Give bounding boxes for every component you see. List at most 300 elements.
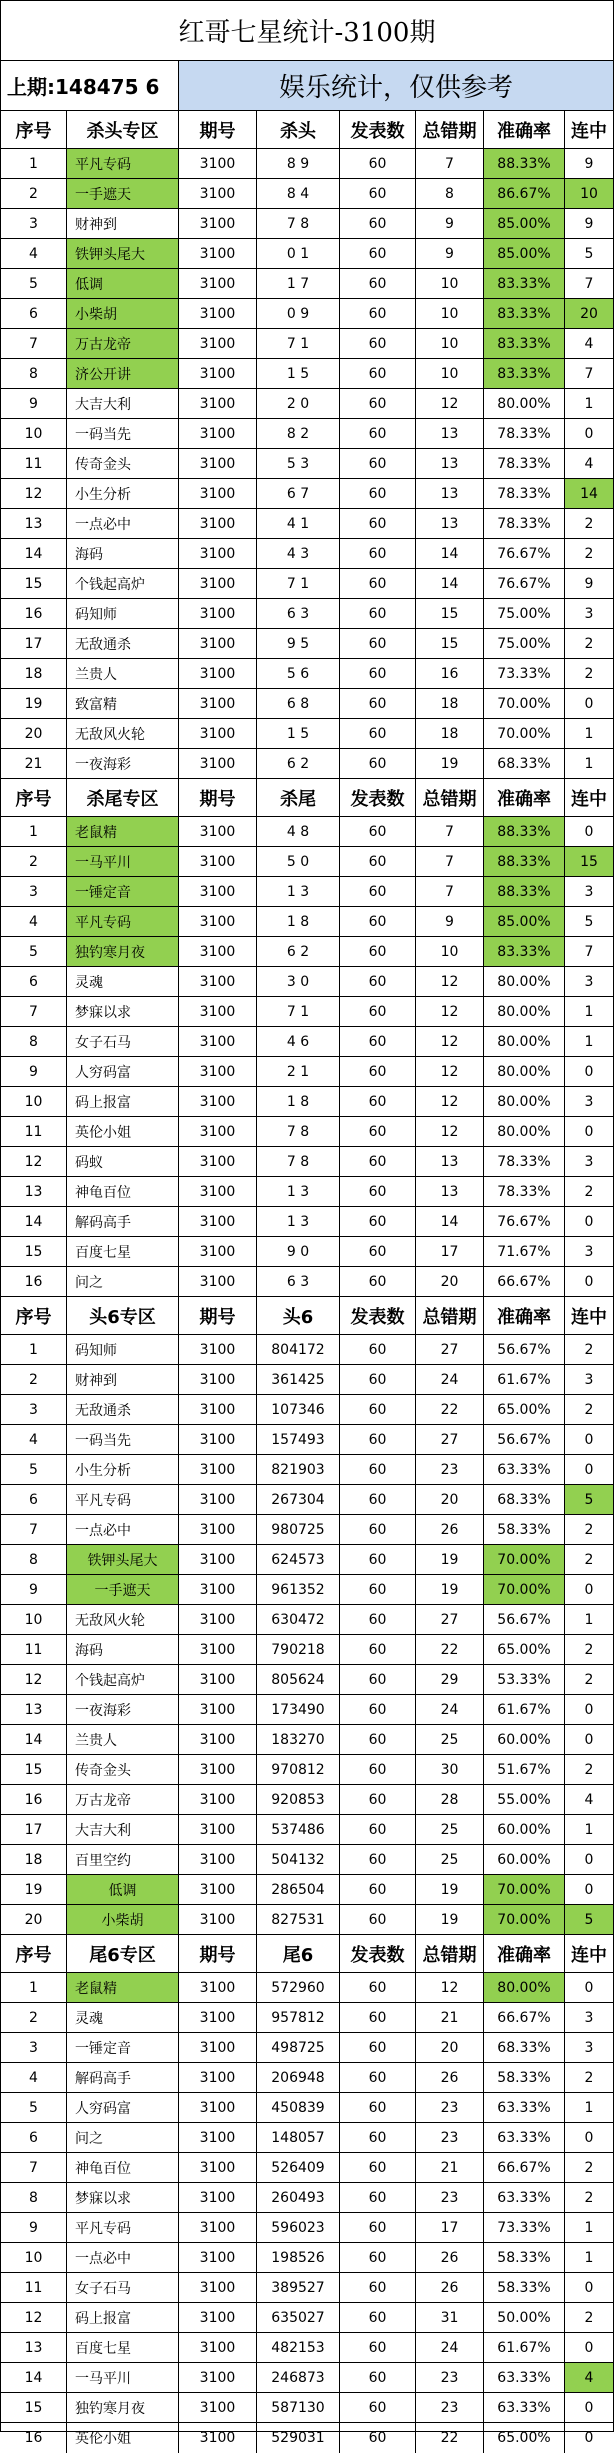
cell-name: 个钱起高炉	[67, 569, 179, 598]
cell-misses: 24	[416, 1695, 484, 1724]
cell-misses: 27	[416, 1335, 484, 1364]
cell-rank: 9	[1, 389, 67, 418]
cell-value: 630472	[257, 1605, 340, 1634]
cell-rank: 7	[1, 997, 67, 1026]
cell-misses: 7	[416, 149, 484, 178]
cell-accuracy: 80.00%	[484, 1057, 565, 1086]
cell-rank: 6	[1, 1485, 67, 1514]
table-row	[1, 1665, 613, 1695]
cell-rank: 6	[1, 299, 67, 328]
cell-misses: 12	[416, 1973, 484, 2002]
cell-accuracy: 65.00%	[484, 1635, 565, 1664]
cell-streak: 0	[584, 1123, 594, 1140]
cell-accuracy: 66.67%	[484, 1267, 565, 1296]
cell-rank: 3	[1, 209, 67, 238]
cell-streak: 5	[565, 1485, 613, 1514]
column-header-misses: 总错期	[416, 111, 484, 148]
column-header-issue: 期号	[179, 779, 257, 816]
cell-rank: 15	[1, 1237, 67, 1266]
cell-posts: 60	[340, 149, 416, 178]
cell-accuracy: 75.00%	[484, 599, 565, 628]
table-row	[1, 1087, 613, 1117]
cell-issue: 3100	[179, 1267, 257, 1296]
cell-misses: 16	[416, 659, 484, 688]
cell-posts: 60	[340, 877, 416, 906]
cell-posts: 60	[340, 449, 416, 478]
table-row	[1, 1117, 613, 1147]
cell-issue: 3100	[179, 1237, 257, 1266]
cell-name: 致富精	[67, 689, 179, 718]
cell-misses: 20	[416, 1485, 484, 1514]
table-row	[1, 2033, 613, 2063]
cell-rank: 12	[1, 479, 67, 508]
column-header-streak: 连中	[571, 1306, 607, 1328]
table-row	[1, 1237, 613, 1267]
cell-accuracy: 60.00%	[484, 1725, 565, 1754]
table-row	[1, 997, 613, 1027]
cell-value: 537486	[257, 1815, 340, 1844]
column-header-name: 杀头专区	[67, 111, 179, 148]
cell-posts: 60	[340, 2063, 416, 2092]
cell-rank: 17	[1, 1815, 67, 1844]
cell-posts: 60	[340, 2333, 416, 2362]
table-row	[1, 1815, 613, 1845]
cell-value: 5 3	[257, 449, 340, 478]
cell-misses: 25	[416, 1725, 484, 1754]
cell-posts: 60	[340, 1177, 416, 1206]
cell-accuracy: 61.67%	[484, 2333, 565, 2362]
cell-posts: 60	[340, 1267, 416, 1296]
cell-accuracy: 50.00%	[484, 2303, 565, 2332]
cell-value: 529031	[257, 2423, 340, 2453]
cell-issue: 3100	[179, 1545, 257, 1574]
cell-rank: 4	[1, 1425, 67, 1454]
cell-rank: 2	[1, 2003, 67, 2032]
cell-rank: 11	[1, 449, 67, 478]
cell-issue: 3100	[179, 149, 257, 178]
table-row	[1, 2093, 613, 2123]
column-header-accuracy: 准确率	[484, 1297, 565, 1334]
cell-name: 大吉大利	[67, 389, 179, 418]
cell-issue: 3100	[179, 2243, 257, 2272]
cell-streak: 0	[584, 1701, 594, 1718]
cell-misses: 21	[416, 2153, 484, 2182]
cell-posts: 60	[340, 2303, 416, 2332]
cell-posts: 60	[340, 847, 416, 876]
table-row	[1, 2183, 613, 2213]
cell-issue: 3100	[179, 1785, 257, 1814]
cell-posts: 60	[340, 479, 416, 508]
cell-posts: 60	[340, 1755, 416, 1784]
cell-misses: 22	[416, 2423, 484, 2453]
cell-accuracy: 80.00%	[484, 997, 565, 1026]
column-header-name: 头6专区	[67, 1297, 179, 1334]
cell-value: 0 9	[257, 299, 340, 328]
cell-accuracy: 88.33%	[484, 877, 565, 906]
cell-streak: 2	[584, 2189, 594, 2206]
cell-streak: 5	[584, 913, 594, 930]
column-header-rank: 序号	[1, 111, 67, 148]
cell-name: 灵魂	[67, 967, 179, 996]
cell-name: 解码高手	[67, 1207, 179, 1236]
cell-posts: 60	[340, 509, 416, 538]
cell-streak: 9	[584, 575, 594, 592]
cell-posts: 60	[340, 1905, 416, 1934]
cell-rank: 16	[1, 1267, 67, 1296]
cell-rank: 17	[1, 629, 67, 658]
cell-name: 人穷码富	[67, 2093, 179, 2122]
cell-rank: 16	[1, 1785, 67, 1814]
table-row	[1, 509, 613, 539]
cell-misses: 28	[416, 1785, 484, 1814]
cell-value: 7 8	[257, 1147, 340, 1176]
cell-streak: 9	[584, 155, 594, 172]
cell-streak: 0	[584, 1273, 594, 1290]
column-header-streak: 连中	[571, 1944, 607, 1966]
cell-posts: 60	[340, 1515, 416, 1544]
cell-rank: 15	[1, 2393, 67, 2422]
cell-name: 问之	[67, 1267, 179, 1296]
cell-misses: 23	[416, 1455, 484, 1484]
cell-streak: 2	[584, 1761, 594, 1778]
cell-posts: 60	[340, 2003, 416, 2032]
table-row	[1, 179, 613, 209]
cell-streak: 1	[584, 2219, 594, 2236]
cell-accuracy: 83.33%	[484, 359, 565, 388]
cell-value: 482153	[257, 2333, 340, 2362]
cell-issue: 3100	[179, 1335, 257, 1364]
cell-name: 一马平川	[67, 847, 179, 876]
cell-accuracy: 70.00%	[484, 1875, 565, 1904]
cell-posts: 60	[340, 1455, 416, 1484]
cell-streak: 3	[584, 1371, 594, 1388]
cell-value: 5 6	[257, 659, 340, 688]
table-row	[1, 539, 613, 569]
column-header-issue: 期号	[179, 111, 257, 148]
cell-name: 神龟百位	[67, 2153, 179, 2182]
cell-name: 无敌通杀	[67, 1395, 179, 1424]
table-row	[1, 329, 613, 359]
cell-rank: 4	[1, 907, 67, 936]
cell-posts: 60	[340, 359, 416, 388]
table-row	[1, 2003, 613, 2033]
cell-name: 人穷码富	[67, 1057, 179, 1086]
cell-misses: 9	[416, 239, 484, 268]
cell-rank: 2	[1, 847, 67, 876]
cell-streak: 2	[584, 2159, 594, 2176]
cell-streak: 20	[565, 299, 613, 328]
cell-posts: 60	[340, 269, 416, 298]
cell-value: 8 9	[257, 149, 340, 178]
cell-issue: 3100	[179, 1845, 257, 1874]
cell-name: 海码	[67, 1635, 179, 1664]
cell-name: 低调	[67, 1875, 179, 1904]
cell-posts: 60	[340, 239, 416, 268]
cell-issue: 3100	[179, 1485, 257, 1514]
cell-name: 无敌通杀	[67, 629, 179, 658]
cell-name: 一手遮天	[67, 179, 179, 208]
cell-streak: 0	[584, 425, 594, 442]
cell-streak: 5	[565, 1905, 613, 1934]
table-row	[1, 2423, 613, 2453]
cell-streak: 3	[584, 1243, 594, 1260]
cell-issue: 3100	[179, 1057, 257, 1086]
cell-misses: 12	[416, 1057, 484, 1086]
cell-name: 一点必中	[67, 1515, 179, 1544]
column-header-value: 杀尾	[257, 779, 340, 816]
table-row	[1, 2063, 613, 2093]
cell-posts: 60	[340, 2243, 416, 2272]
cell-posts: 60	[340, 1027, 416, 1056]
cell-accuracy: 60.00%	[484, 1845, 565, 1874]
cell-name: 女子石马	[67, 2273, 179, 2302]
cell-value: 4 8	[257, 817, 340, 846]
cell-value: 5 0	[257, 847, 340, 876]
cell-issue: 3100	[179, 2423, 257, 2453]
table-row	[1, 1515, 613, 1545]
cell-accuracy: 75.00%	[484, 629, 565, 658]
cell-name: 码上报富	[67, 1087, 179, 1116]
cell-value: 1 3	[257, 1207, 340, 1236]
cell-rank: 1	[1, 149, 67, 178]
cell-value: 0 1	[257, 239, 340, 268]
cell-misses: 13	[416, 509, 484, 538]
cell-posts: 60	[340, 1973, 416, 2002]
cell-name: 梦寐以求	[67, 997, 179, 1026]
cell-misses: 15	[416, 629, 484, 658]
cell-accuracy: 78.33%	[484, 449, 565, 478]
cell-value: 173490	[257, 1695, 340, 1724]
cell-streak: 2	[584, 1551, 594, 1568]
cell-accuracy: 70.00%	[484, 689, 565, 718]
cell-misses: 31	[416, 2303, 484, 2332]
cell-name: 灵魂	[67, 2003, 179, 2032]
cell-posts: 60	[340, 539, 416, 568]
cell-value: 8 2	[257, 419, 340, 448]
cell-issue: 3100	[179, 1027, 257, 1056]
cell-issue: 3100	[179, 209, 257, 238]
cell-streak: 5	[584, 245, 594, 262]
cell-value: 7 1	[257, 329, 340, 358]
column-header-streak: 连中	[571, 120, 607, 142]
cell-value: 6 3	[257, 1267, 340, 1296]
cell-name: 小柴胡	[67, 1905, 179, 1934]
table-row	[1, 2303, 613, 2333]
cell-name: 神龟百位	[67, 1177, 179, 1206]
cell-streak: 7	[584, 943, 594, 960]
column-header-issue: 期号	[179, 1935, 257, 1972]
table-row	[1, 1755, 613, 1785]
cell-value: 3 0	[257, 967, 340, 996]
cell-rank: 10	[1, 1605, 67, 1634]
cell-value: 9 0	[257, 1237, 340, 1266]
cell-value: 2 1	[257, 1057, 340, 1086]
cell-name: 平凡专码	[67, 907, 179, 936]
cell-posts: 60	[340, 1845, 416, 1874]
table-row	[1, 1147, 613, 1177]
cell-accuracy: 83.33%	[484, 269, 565, 298]
cell-streak: 0	[584, 823, 594, 840]
cell-posts: 60	[340, 997, 416, 1026]
column-header-name: 杀尾专区	[67, 779, 179, 816]
cell-value: 107346	[257, 1395, 340, 1424]
cell-issue: 3100	[179, 2003, 257, 2032]
cell-streak: 9	[584, 215, 594, 232]
cell-issue: 3100	[179, 659, 257, 688]
cell-name: 小柴胡	[67, 299, 179, 328]
cell-posts: 60	[340, 1425, 416, 1454]
cell-misses: 21	[416, 2003, 484, 2032]
cell-accuracy: 76.67%	[484, 569, 565, 598]
cell-streak: 10	[565, 179, 613, 208]
cell-name: 财神到	[67, 209, 179, 238]
cell-accuracy: 58.33%	[484, 2063, 565, 2092]
cell-streak: 2	[584, 1401, 594, 1418]
cell-streak: 1	[584, 1003, 594, 1020]
cell-issue: 3100	[179, 2093, 257, 2122]
cell-name: 百度七星	[67, 2333, 179, 2362]
cell-posts: 60	[340, 1237, 416, 1266]
cell-misses: 10	[416, 359, 484, 388]
table-row	[1, 967, 613, 997]
cell-issue: 3100	[179, 479, 257, 508]
cell-issue: 3100	[179, 907, 257, 936]
cell-name: 传奇金头	[67, 1755, 179, 1784]
cell-issue: 3100	[179, 539, 257, 568]
cell-issue: 3100	[179, 1425, 257, 1454]
cell-issue: 3100	[179, 1147, 257, 1176]
cell-posts: 60	[340, 907, 416, 936]
table-row	[1, 1973, 613, 2003]
cell-rank: 7	[1, 2153, 67, 2182]
cell-misses: 23	[416, 2183, 484, 2212]
cell-streak: 2	[584, 2309, 594, 2326]
cell-accuracy: 85.00%	[484, 907, 565, 936]
cell-accuracy: 70.00%	[484, 1905, 565, 1934]
table-row	[1, 1785, 613, 1815]
section-header-row	[1, 1935, 613, 1973]
cell-streak: 15	[565, 847, 613, 876]
cell-posts: 60	[340, 2273, 416, 2302]
cell-issue: 3100	[179, 1117, 257, 1146]
cell-streak: 3	[584, 2009, 594, 2026]
cell-misses: 23	[416, 2123, 484, 2152]
cell-issue: 3100	[179, 1755, 257, 1784]
cell-issue: 3100	[179, 239, 257, 268]
cell-value: 821903	[257, 1455, 340, 1484]
cell-rank: 12	[1, 1147, 67, 1176]
table-row	[1, 629, 613, 659]
cell-streak: 0	[584, 1461, 594, 1478]
cell-issue: 3100	[179, 1395, 257, 1424]
cell-name: 小生分析	[67, 1455, 179, 1484]
cell-streak: 7	[584, 365, 594, 382]
cell-rank: 5	[1, 269, 67, 298]
cell-posts: 60	[340, 2423, 416, 2453]
cell-rank: 15	[1, 1755, 67, 1784]
section-header-row	[1, 779, 613, 817]
cell-posts: 60	[340, 1207, 416, 1236]
cell-accuracy: 56.67%	[484, 1425, 565, 1454]
cell-misses: 12	[416, 997, 484, 1026]
cell-value: 805624	[257, 1665, 340, 1694]
cell-value: 450839	[257, 2093, 340, 2122]
cell-issue: 3100	[179, 1695, 257, 1724]
cell-rank: 10	[1, 1087, 67, 1116]
cell-name: 解码高手	[67, 2063, 179, 2092]
cell-accuracy: 78.33%	[484, 509, 565, 538]
cell-streak: 0	[584, 2129, 594, 2146]
table-row	[1, 2243, 613, 2273]
cell-name: 个钱起高炉	[67, 1665, 179, 1694]
cell-streak: 0	[584, 2399, 594, 2416]
cell-posts: 60	[340, 659, 416, 688]
cell-streak: 2	[584, 515, 594, 532]
cell-rank: 12	[1, 2303, 67, 2332]
table-row	[1, 719, 613, 749]
cell-rank: 3	[1, 2033, 67, 2062]
cell-misses: 30	[416, 1755, 484, 1784]
cell-misses: 10	[416, 299, 484, 328]
cell-issue: 3100	[179, 419, 257, 448]
cell-misses: 19	[416, 1875, 484, 1904]
cell-accuracy: 63.33%	[484, 2123, 565, 2152]
cell-rank: 2	[1, 1365, 67, 1394]
cell-value: 6 8	[257, 689, 340, 718]
cell-misses: 13	[416, 1147, 484, 1176]
cell-streak: 0	[584, 2279, 594, 2296]
cell-rank: 16	[1, 599, 67, 628]
table-row	[1, 749, 613, 779]
cell-accuracy: 88.33%	[484, 847, 565, 876]
cell-issue: 3100	[179, 329, 257, 358]
cell-rank: 20	[1, 1905, 67, 1934]
cell-rank: 19	[1, 1875, 67, 1904]
cell-accuracy: 56.67%	[484, 1335, 565, 1364]
cell-accuracy: 63.33%	[484, 2183, 565, 2212]
cell-misses: 27	[416, 1605, 484, 1634]
column-header-posts: 发表数	[340, 779, 416, 816]
cell-streak: 1	[584, 2249, 594, 2266]
cell-issue: 3100	[179, 817, 257, 846]
cell-misses: 19	[416, 1575, 484, 1604]
cell-misses: 19	[416, 1905, 484, 1934]
cell-value: 1 8	[257, 1087, 340, 1116]
column-header-posts: 发表数	[340, 111, 416, 148]
cell-accuracy: 78.33%	[484, 479, 565, 508]
cell-value: 6 7	[257, 479, 340, 508]
cell-accuracy: 73.33%	[484, 2213, 565, 2242]
column-header-rank: 序号	[1, 779, 67, 816]
cell-name: 一夜海彩	[67, 749, 179, 778]
table-row	[1, 1485, 613, 1515]
cell-misses: 26	[416, 2243, 484, 2272]
cell-streak: 2	[584, 665, 594, 682]
cell-name: 兰贵人	[67, 659, 179, 688]
cell-value: 587130	[257, 2393, 340, 2422]
cell-posts: 60	[340, 1785, 416, 1814]
cell-rank: 5	[1, 2093, 67, 2122]
cell-misses: 19	[416, 749, 484, 778]
cell-rank: 10	[1, 419, 67, 448]
cell-accuracy: 73.33%	[484, 659, 565, 688]
column-header-accuracy: 准确率	[484, 111, 565, 148]
table-row	[1, 389, 613, 419]
cell-issue: 3100	[179, 1365, 257, 1394]
cell-streak: 0	[584, 2430, 594, 2446]
cell-value: 9 5	[257, 629, 340, 658]
cell-value: 7 8	[257, 209, 340, 238]
